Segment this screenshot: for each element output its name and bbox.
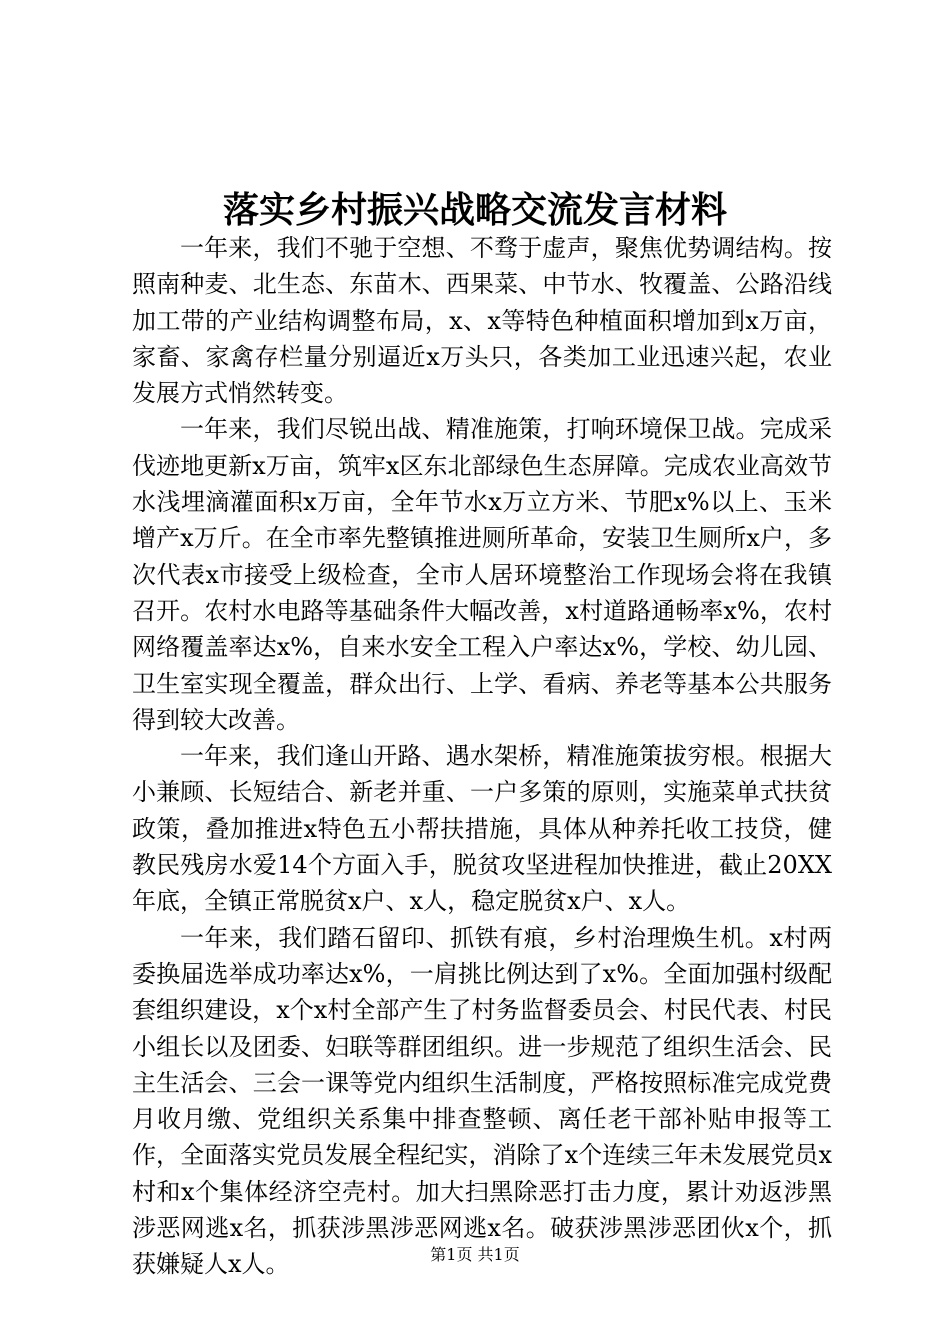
paragraph-4: 一年来，我们踏石留印、抓铁有痕，乡村治理焕生机。x村两委换届选举成功率达x%，一肩挑比例达到了x%。全面加强村级配套组织建设，x个x村全部产生了村务监督委员会、村民代表、村民小组长以及团委、妇联等群团组织。进一步规范了组织生活会、民主生活会、三会一课等党内组织生活制度，严格按照标准完成党费月收月缴、党组织关系集中排查整顿、离任老干部补贴申报等工作，全面落实党员发展全程纪实，消除了x个连续三年未发展党员x村和x个集体经济空壳村。加大扫黑除恶打击力度，累计劝返涉黑涉恶网逃x名，抓获涉黑涉恶网逃x名。破获涉黑涉恶团伙x个，抓获嫌疑人x人。 [132, 923, 832, 1279]
document-body [132, 230, 832, 1283]
page-footer: 第1页 共1页 [430, 1245, 520, 1264]
paragraph-1: 一年来，我们不驰于空想、不骛于虚声，聚焦优势调结构。按照南种麦、北生态、东苗木、西果菜、中节水、牧覆盖、公路沿线加工带的产业结构调整布局，x、x等特色种植面积增加到x万亩，家畜、家禽存栏量分别逼近x万头只，各类加工业迅速兴起，农业发展方式悄然转变。 [132, 234, 832, 408]
document-title: 落实乡村振兴战略交流发言材料 [222, 189, 727, 231]
paragraph-2: 一年来，我们尽锐出战、精准施策，打响环境保卫战。完成采伐迹地更新x万亩，筑牢x区东北部绿色生态屏障。完成农业高效节水浅埋滴灌面积x万亩，全年节水x万立方米、节肥x%以上、玉米增产x万斤。在全市率先整镇推进厕所革命，安装卫生厕所x户，多次代表x市接受上级检查，全市人居环境整治工作现场会将在我镇召开。农村水电路等基础条件大幅改善，x村道路通畅率x%，农村网络覆盖率达x%，自来水安全工程入户率达x%，学校、幼儿园、卫生室实现全覆盖，群众出行、上学、看病、养老等基本公共服务得到较大改善。 [132, 415, 832, 734]
paragraph-3: 一年来，我们逢山开路、遇水架桥，精准施策拔穷根。根据大小兼顾、长短结合、新老并重、一户多策的原则，实施菜单式扶贫政策，叠加推进x特色五小帮扶措施，具体从种养托收工技贷，健教民残房水爱14个方面入手，脱贫攻坚进程加快推进，截止20XX年底，全镇正常脱贫x户、x人，稳定脱贫x户、x人。 [132, 742, 832, 916]
